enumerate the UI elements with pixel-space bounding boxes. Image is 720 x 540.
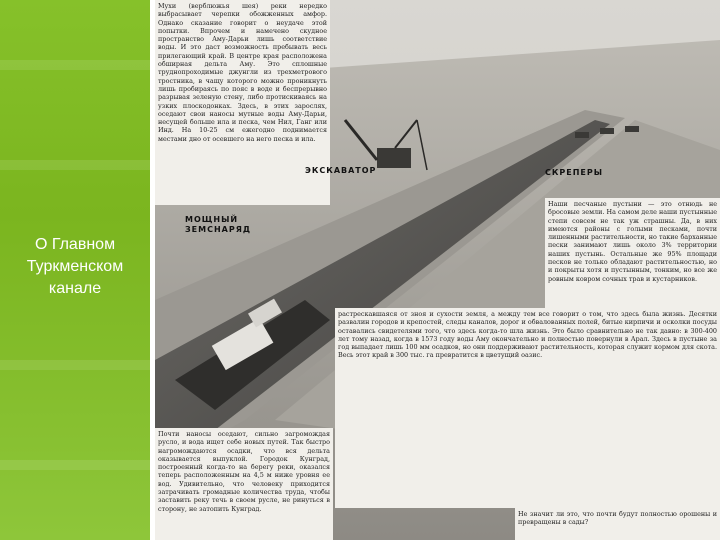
article-text-bottom-left: Почти наносы оседают, сильно загромождая русло, и вода ищет себе новых путей. Так быстро нагромождаются осадки, что вся дельта оказывается выпуклой. Городок Кунград, построенный когда-то на берегу реки, оказался теперь расположенным на 4,5 м ниже уровня ее вод. Удивительно, что человеку приходится затрачивать громадные количества труда, чтобы заставить реку течь в своем русле, не ринуться в сторону, не затопить Кунград. (155, 428, 333, 540)
article-text-right-middle: растрескавшаяся от зноя и сухости земля, а между тем все говорит о том, что здесь была жизнь. Десятки развалин городов и крепостей, следы каналов, дорог и обвалованных полей, битые кирпичи и осколки посуды оставались свидетелями того, что здесь когда-то шла жизнь. Это было сравнительно не так давно: в 300-400 лет тому назад, когда в 1573 году воды Аму окончательно и полностью повернули в Арал. Здесь в пустыне за год выпадает лишь 100 мм осадков, но они поддерживают растительность, которая служит кормом для скота. Весь этот край в 300 тыс. га превратится в цветущий оазис. (335, 308, 720, 508)
label-dredger-line-1: МОЩНЫЙ (185, 215, 239, 224)
label-dredger-line-2: ЗЕМСНАРЯД (185, 225, 252, 234)
label-scrapers: СКРЕПЕРЫ (545, 168, 604, 177)
label-excavator: ЭКСКАВАТОР (305, 166, 377, 175)
article-text-footer: Не значит ли это, что почти будут полностью орошены и превращены в сады? (515, 508, 720, 540)
article-text-right-top: Наши песчаные пустыни — это отнюдь не бросовые земли. На самом деле наши пустынные степи совсем не так уж страшны. Да, в них имеются районы с голыми песками, почти лишенными растительности, но такие барханные пески занимают лишь около 3% территории наших пустынь. Остальные же 95% площади песков не только обладают растительностью, но и покрыты хотя и пустынным, тонким, но все же ровным ковром сочных трав и кустарников. (545, 198, 720, 340)
title-panel (0, 0, 150, 540)
slide-title-line-2: Туркменском (26, 258, 124, 275)
label-dredger (185, 215, 251, 235)
slide-title-line-1: О Главном (34, 236, 116, 253)
slide-title (0, 234, 150, 300)
magazine-page (155, 0, 720, 540)
slide-title-line-3: канале (48, 280, 102, 297)
article-text-top-left: Мухи (верблюжья шея) реки нередко выбрасывает черепки обожженных амфор. Однако сказание говорит о неудаче этой попытки. Впрочем и намечено скудное пространство Аму-Дарьи лишь соответствие воды. И это даст возможность пребывать весь прилегающий край. В центре края расположена обширная дельта Аму. Это сплошные труднопроходимые джунгли из трехметрового тростника, в чащу которого можно проникнуть лишь пробираясь по пояс в воде и беспрерывно разрывая зеленую стену, либо протискиваясь на узких плоскодонках. Здесь, в этих зарослях, оседают свои наносы мутные воды Аму-Дарьи, несущей больше ила и песка, чем Нил, Ганг или Инд. На 10-25 см ежегодно поднимается местами дно от осевшего на него песка и ила. (155, 0, 330, 205)
